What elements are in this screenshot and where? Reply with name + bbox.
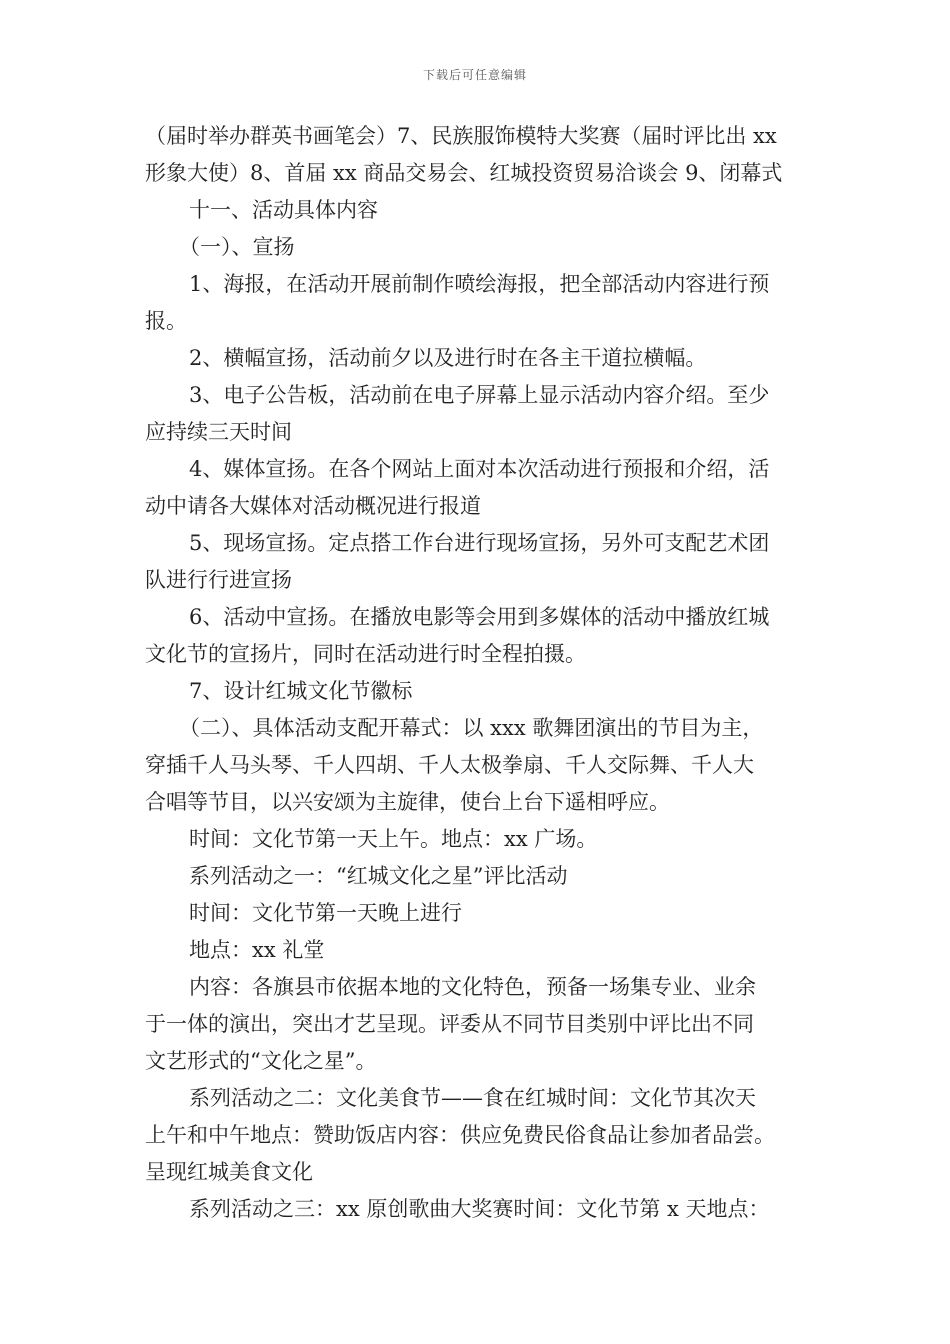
paragraph-line: 文艺形式的“文化之星”。 — [145, 1049, 377, 1073]
paragraph-line: 系列活动之一：“红城文化之星”评比活动 — [189, 864, 568, 888]
paragraph-line: 系列活动之二：文化美食节——食在红城时间：文化节其次天 — [189, 1086, 756, 1110]
paragraph-line: 时间：文化节第一天上午。地点：xx 广场。 — [189, 827, 598, 851]
document-body — [145, 118, 805, 1228]
paragraph-line: 2、横幅宣扬，活动前夕以及进行时在各主干道拉横幅。 — [189, 346, 707, 370]
paragraph-line: 系列活动之三：xx 原创歌曲大奖赛时间：文化节第 x 天地点： — [189, 1197, 770, 1221]
paragraph-line: 应持续三天时间 — [145, 420, 292, 444]
paragraph-line: 7、设计红城文化节徽标 — [189, 679, 413, 703]
paragraph-line: 动中请各大媒体对活动概况进行报道 — [145, 494, 481, 518]
paragraph-line: 3、电子公告板，活动前在电子屏幕上显示活动内容介绍。至少 — [189, 383, 770, 407]
paragraph-line: 1、海报，在活动开展前制作喷绘海报，把全部活动内容进行预 — [189, 272, 770, 296]
paragraph-line: 报。 — [145, 309, 187, 333]
paragraph-line: 4、媒体宣扬。在各个网站上面对本次活动进行预报和介绍，活 — [189, 457, 770, 481]
subsection-heading: （二）、具体活动支配开幕式：以 xxx 歌舞团演出的节目为主， — [179, 716, 764, 740]
paragraph-line: 文化节的宣扬片，同时在活动进行时全程拍摄。 — [145, 642, 586, 666]
paragraph-line: 队进行行进宣扬 — [145, 568, 292, 592]
paragraph-line: 地点：xx 礼堂 — [189, 938, 325, 962]
subsection-heading: （一）、宣扬 — [179, 235, 295, 259]
paragraph-line: 5、现场宣扬。定点搭工作台进行现场宣扬，另外可支配艺术团 — [189, 531, 770, 555]
paragraph-line: 6、活动中宣扬。在播放电影等会用到多媒体的活动中播放红城 — [189, 605, 770, 629]
paragraph-line: 穿插千人马头琴、千人四胡、千人太极拳扇、千人交际舞、千人大 — [145, 753, 754, 777]
paragraph-line: 时间：文化节第一天晚上进行 — [189, 901, 462, 925]
paragraph-line: 形象大使）8、首届 xx 商品交易会、红城投资贸易洽谈会 9、闭幕式 — [145, 161, 783, 185]
paragraph-line: （届时举办群英书画笔会）7、民族服饰模特大奖赛（届时评比出 xx — [145, 124, 777, 148]
paragraph-line: 合唱等节目，以兴安颂为主旋律，使台上台下遥相呼应。 — [145, 790, 670, 814]
paragraph-line: 内容：各旗县市依据本地的文化特色，预备一场集专业、业余 — [189, 975, 756, 999]
paragraph-line: 于一体的演出，突出才艺呈现。评委从不同节目类别中评比出不同 — [145, 1012, 754, 1036]
paragraph-line: 呈现红城美食文化 — [145, 1160, 313, 1184]
page-header-note: 下载后可任意编辑 — [422, 68, 527, 82]
paragraph-line: 上午和中午地点：赞助饭店内容：供应免费民俗食品让参加者品尝。 — [145, 1123, 775, 1147]
section-heading: 十一、活动具体内容 — [189, 198, 378, 222]
